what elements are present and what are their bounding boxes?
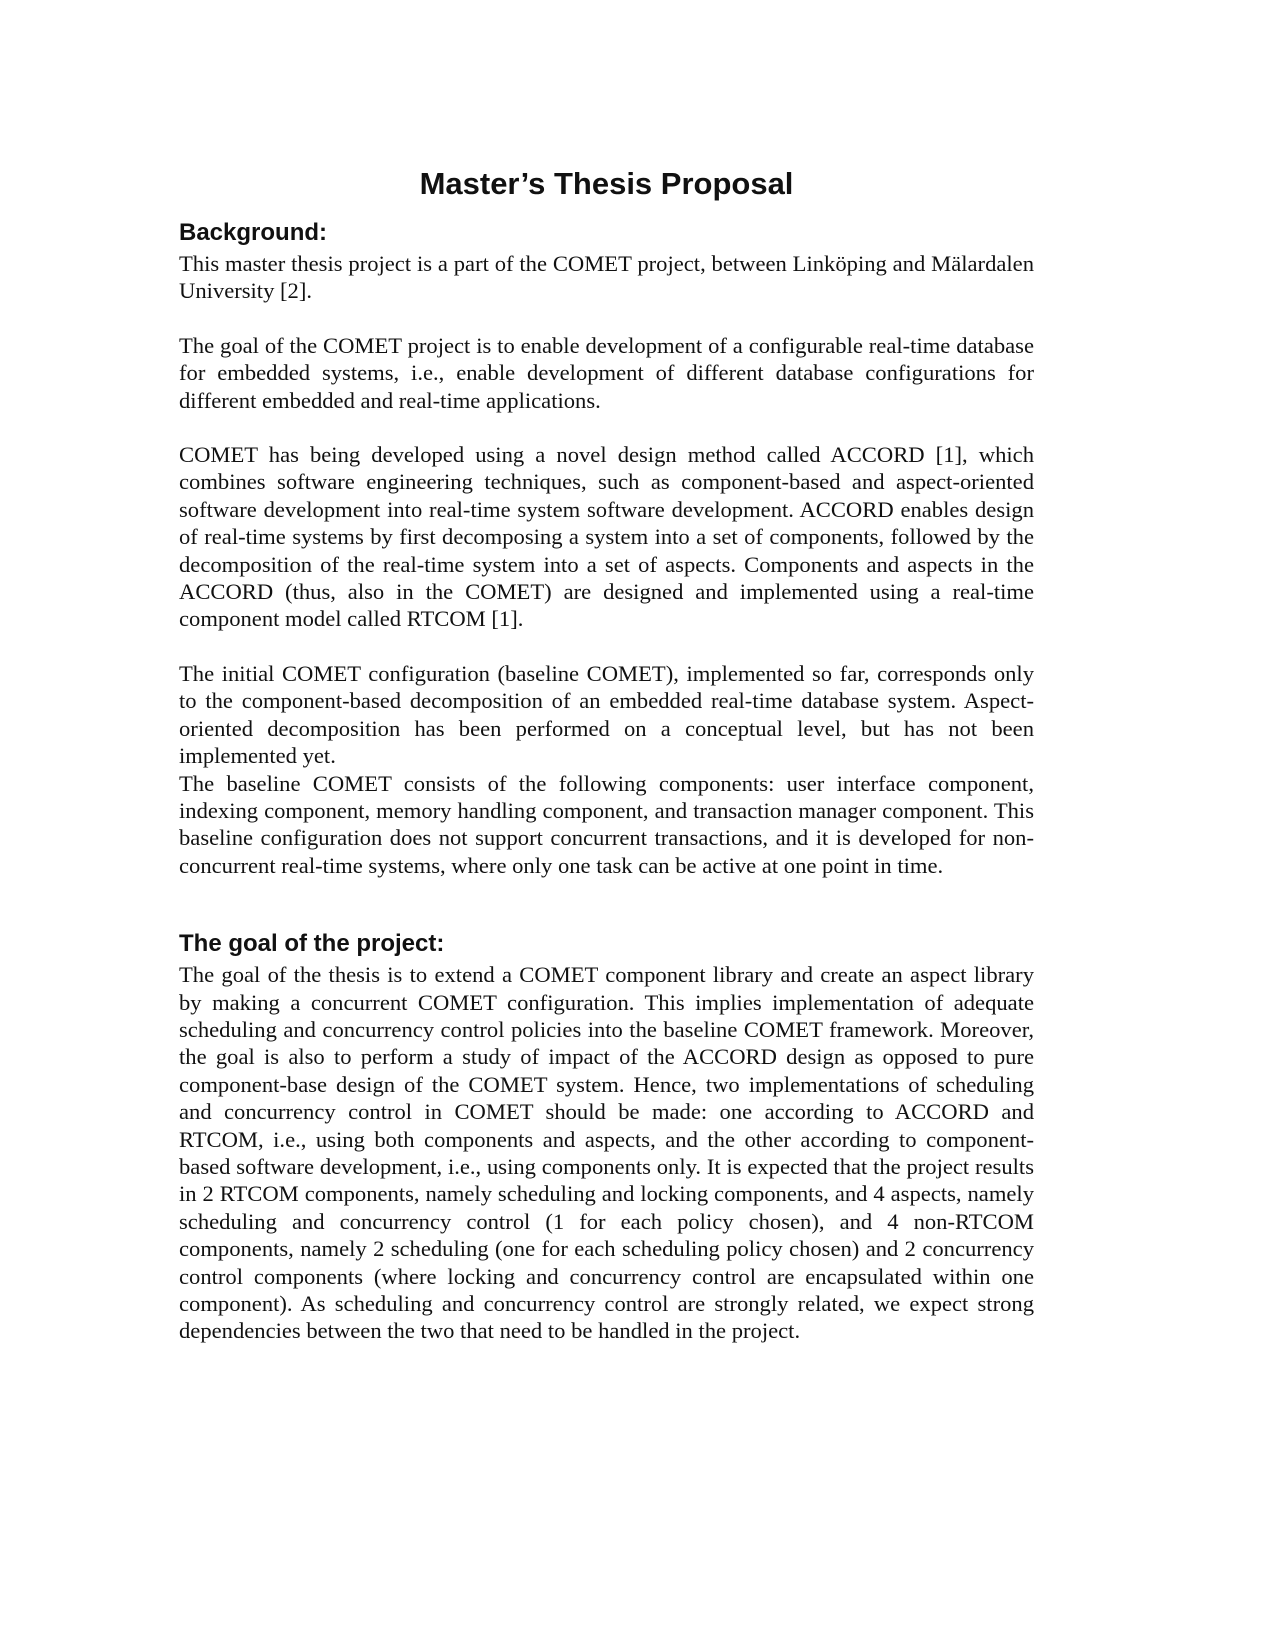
paragraph: The baseline COMET consists of the following components: user interface component, indexing component, memory handling component, and transaction manager component. This baseline configuration does not support concurrent transactions, and it is developed for non-concurrent real-time systems, where only one task can be active at one point in time. (179, 770, 1034, 878)
paragraph: The goal of the thesis is to extend a COMET component library and create an aspect library by making a concurrent COMET configuration. This implies implementation of adequate scheduling and concurrency control policies into the baseline COMET framework. Moreover, the goal is also to perform a study of impact of the ACCORD design as opposed to pure component-base design of the COMET system. Hence, two implementations of scheduling and concurrency control in COMET should be made: one according to ACCORD and RTCOM, i.e., using both components and aspects, and the other according to component-based software development, i.e., using components only. It is expected that the project results in 2 RTCOM components, namely scheduling and locking components, and 4 aspects, namely scheduling and concurrency control (1 for each policy chosen), and 4 non-RTCOM components, namely 2 scheduling (one for each scheduling policy chosen) and 2 concurrency control components (where locking and concurrency control are encapsulated within one component). As scheduling and concurrency control are strongly related, we expect strong dependencies between the two that need to be handled in the project. (179, 962, 1034, 1344)
section-spacer (179, 879, 1034, 929)
document-body (179, 164, 1034, 1345)
paragraph: The initial COMET configuration (baseline COMET), implemented so far, corresponds only to the component-based decomposition of an embedded real-time database system. Aspect-oriented decomposition has been performed on a conceptual level, but has not been implemented yet. (179, 660, 1034, 769)
paragraph: This master thesis project is a part of the COMET project, between Linköping and Mälardalen University [2]. (179, 251, 1034, 304)
section-heading-project-goal: The goal of the project: (179, 930, 445, 958)
paragraph-spacer (179, 414, 1034, 441)
paragraph: The goal of the COMET project is to enable development of a configurable real-time database for embedded systems, i.e., enable development of different database configurations for different embedded and real-time applications. (179, 332, 1034, 413)
paragraph: COMET has being developed using a novel design method called ACCORD [1], which combines software engineering techniques, such as component-based and aspect-oriented software development into real-time system software development. ACCORD enables design of real-time systems by first decomposing a system into a set of components, followed by the decomposition of the real-time system into a set of aspects. Components and aspects in the ACCORD (thus, also in the COMET) are designed and implemented using a real-time component model called RTCOM [1]. (179, 442, 1034, 632)
section-heading-background: Background: (179, 219, 328, 246)
section-project-goal (179, 929, 1034, 1345)
paragraph-spacer (179, 305, 1034, 332)
page-title: Master’s Thesis Proposal (419, 166, 794, 201)
section-background (179, 218, 1034, 879)
paragraph-spacer (179, 633, 1034, 660)
